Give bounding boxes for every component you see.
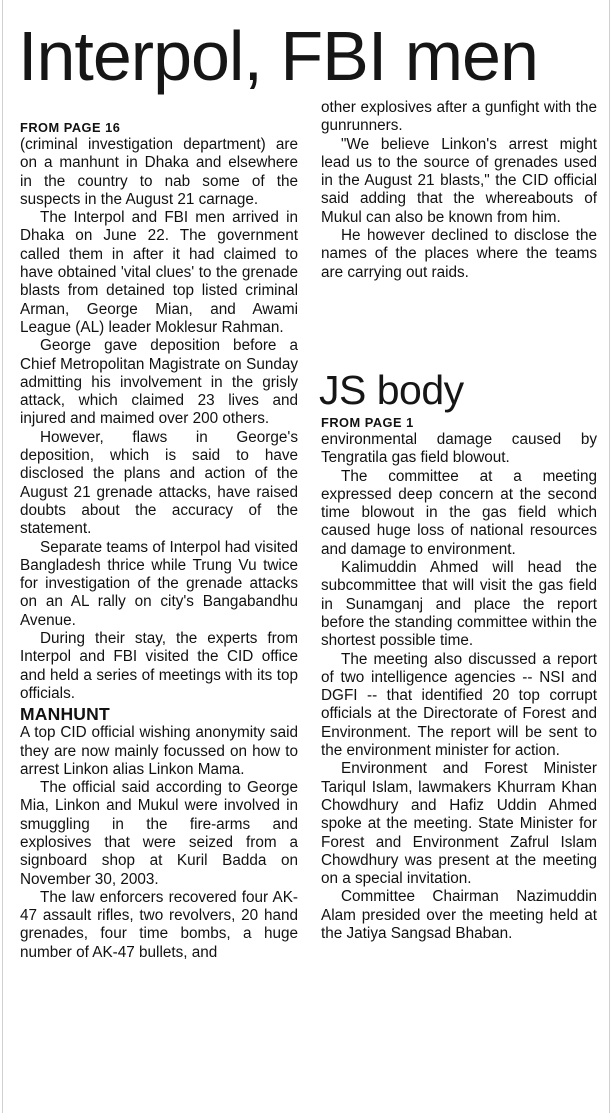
article-paragraph: The Interpol and FBI men arrived in Dhaka on June 22. The government called them in after it had claimed to have obtained 'vital clues' to the grenade blasts from detained top listed criminal Arman, George Mian, and Awami League (AL) leader Moklesur Rahman. xyxy=(20,209,298,336)
article-paragraph: Environment and Forest Minister Tariqul Islam, lawmakers Khurram Khan Chowdhury and Hafiz Uddin Ahmed spoke at the meeting. State Minister for Forest and Environment Zafrul Islam Chowdhury was present at the meeting on a special invitation. xyxy=(321,760,597,888)
article-paragraph: other explosives after a gunfight with the gunrunners. xyxy=(321,99,597,135)
article-paragraph: He however declined to disclose the names of the places where the teams are carrying out raids. xyxy=(321,227,597,281)
main-headline: Interpol, FBI men xyxy=(18,17,538,95)
article-paragraph: (criminal investigation department) are on a manhunt in Dhaka and elsewhere in the country to nab some of the suspects in the August 21 carnage. xyxy=(20,136,298,208)
article-paragraph: Kalimuddin Ahmed will head the subcommittee that will visit the gas field in Sunamganj and place the report before the standing committee within the shortest possible time. xyxy=(321,559,597,650)
article-paragraph: George gave deposition before a Chief Metropolitan Magistrate on Sunday admitting his involvement in the grisly attack, which claimed 23 lives and injured and maimed over 200 others. xyxy=(20,337,298,428)
manhunt-subhead: MANHUNT xyxy=(20,704,110,725)
continued-from-kicker: FROM PAGE 16 xyxy=(20,120,121,135)
article-paragraph: Separate teams of Interpol had visited Bangladesh thrice while Trung Vu twice for investigation of the grenade attacks on an AL rally on city's Bangabandhu Avenue. xyxy=(20,538,298,629)
article-paragraph: However, flaws in George's deposition, which is said to have disclosed the plans and action of the August 21 grenade attacks, have raised doubts about the accuracy of the statement. xyxy=(20,428,298,538)
article-paragraph: The official said according to George Mia, Linkon and Mukul were involved in smuggling in the fire-arms and explosives that were seized from a signboard shop at Kuril Badda on November 30, 2003. xyxy=(20,779,298,888)
article-paragraph: A top CID official wishing anonymity said they are now mainly focussed on how to arrest Linkon alias Linkon Mama. xyxy=(20,724,298,778)
article-paragraph: "We believe Linkon's arrest might lead us to the source of grenades used in the August 21 blasts," the CID official said adding that the whereabouts of Mukul can also be known from him. xyxy=(321,135,597,226)
js-body-column xyxy=(321,415,597,943)
article-paragraph: The committee at a meeting expressed deep concern at the second time blowout in the gas field which caused huge loss of national resources and damage to environment. xyxy=(321,467,597,558)
continued-from-kicker: FROM PAGE 1 xyxy=(321,415,414,430)
js-body-headline: JS body xyxy=(319,367,464,413)
article-paragraph: Committee Chairman Nazimuddin Alam presided over the meeting held at the Jatiya Sangsad Bhaban. xyxy=(321,888,597,943)
page-edge-right xyxy=(609,0,610,1113)
article-paragraph: During their stay, the experts from Interpol and FBI visited the CID office and held a series of meetings with its top officials. xyxy=(20,630,298,702)
article-paragraph: The law enforcers recovered four AK-47 assault rifles, two revolvers, 20 hand grenades, four time bombs, a huge number of AK-47 bullets, and xyxy=(20,888,298,961)
right-column-continuation xyxy=(321,99,597,282)
left-column xyxy=(20,120,298,962)
article-paragraph: The meeting also discussed a report of two intelligence agencies -- NSI and DGFI -- that identified 20 top corrupt officials at the Directorate of Forest and Environment. The report will be sent to the environment minister for action. xyxy=(321,650,597,760)
page-edge-left xyxy=(2,0,3,1113)
article-paragraph: environmental damage caused by Tengratila gas field blowout. xyxy=(321,431,597,467)
